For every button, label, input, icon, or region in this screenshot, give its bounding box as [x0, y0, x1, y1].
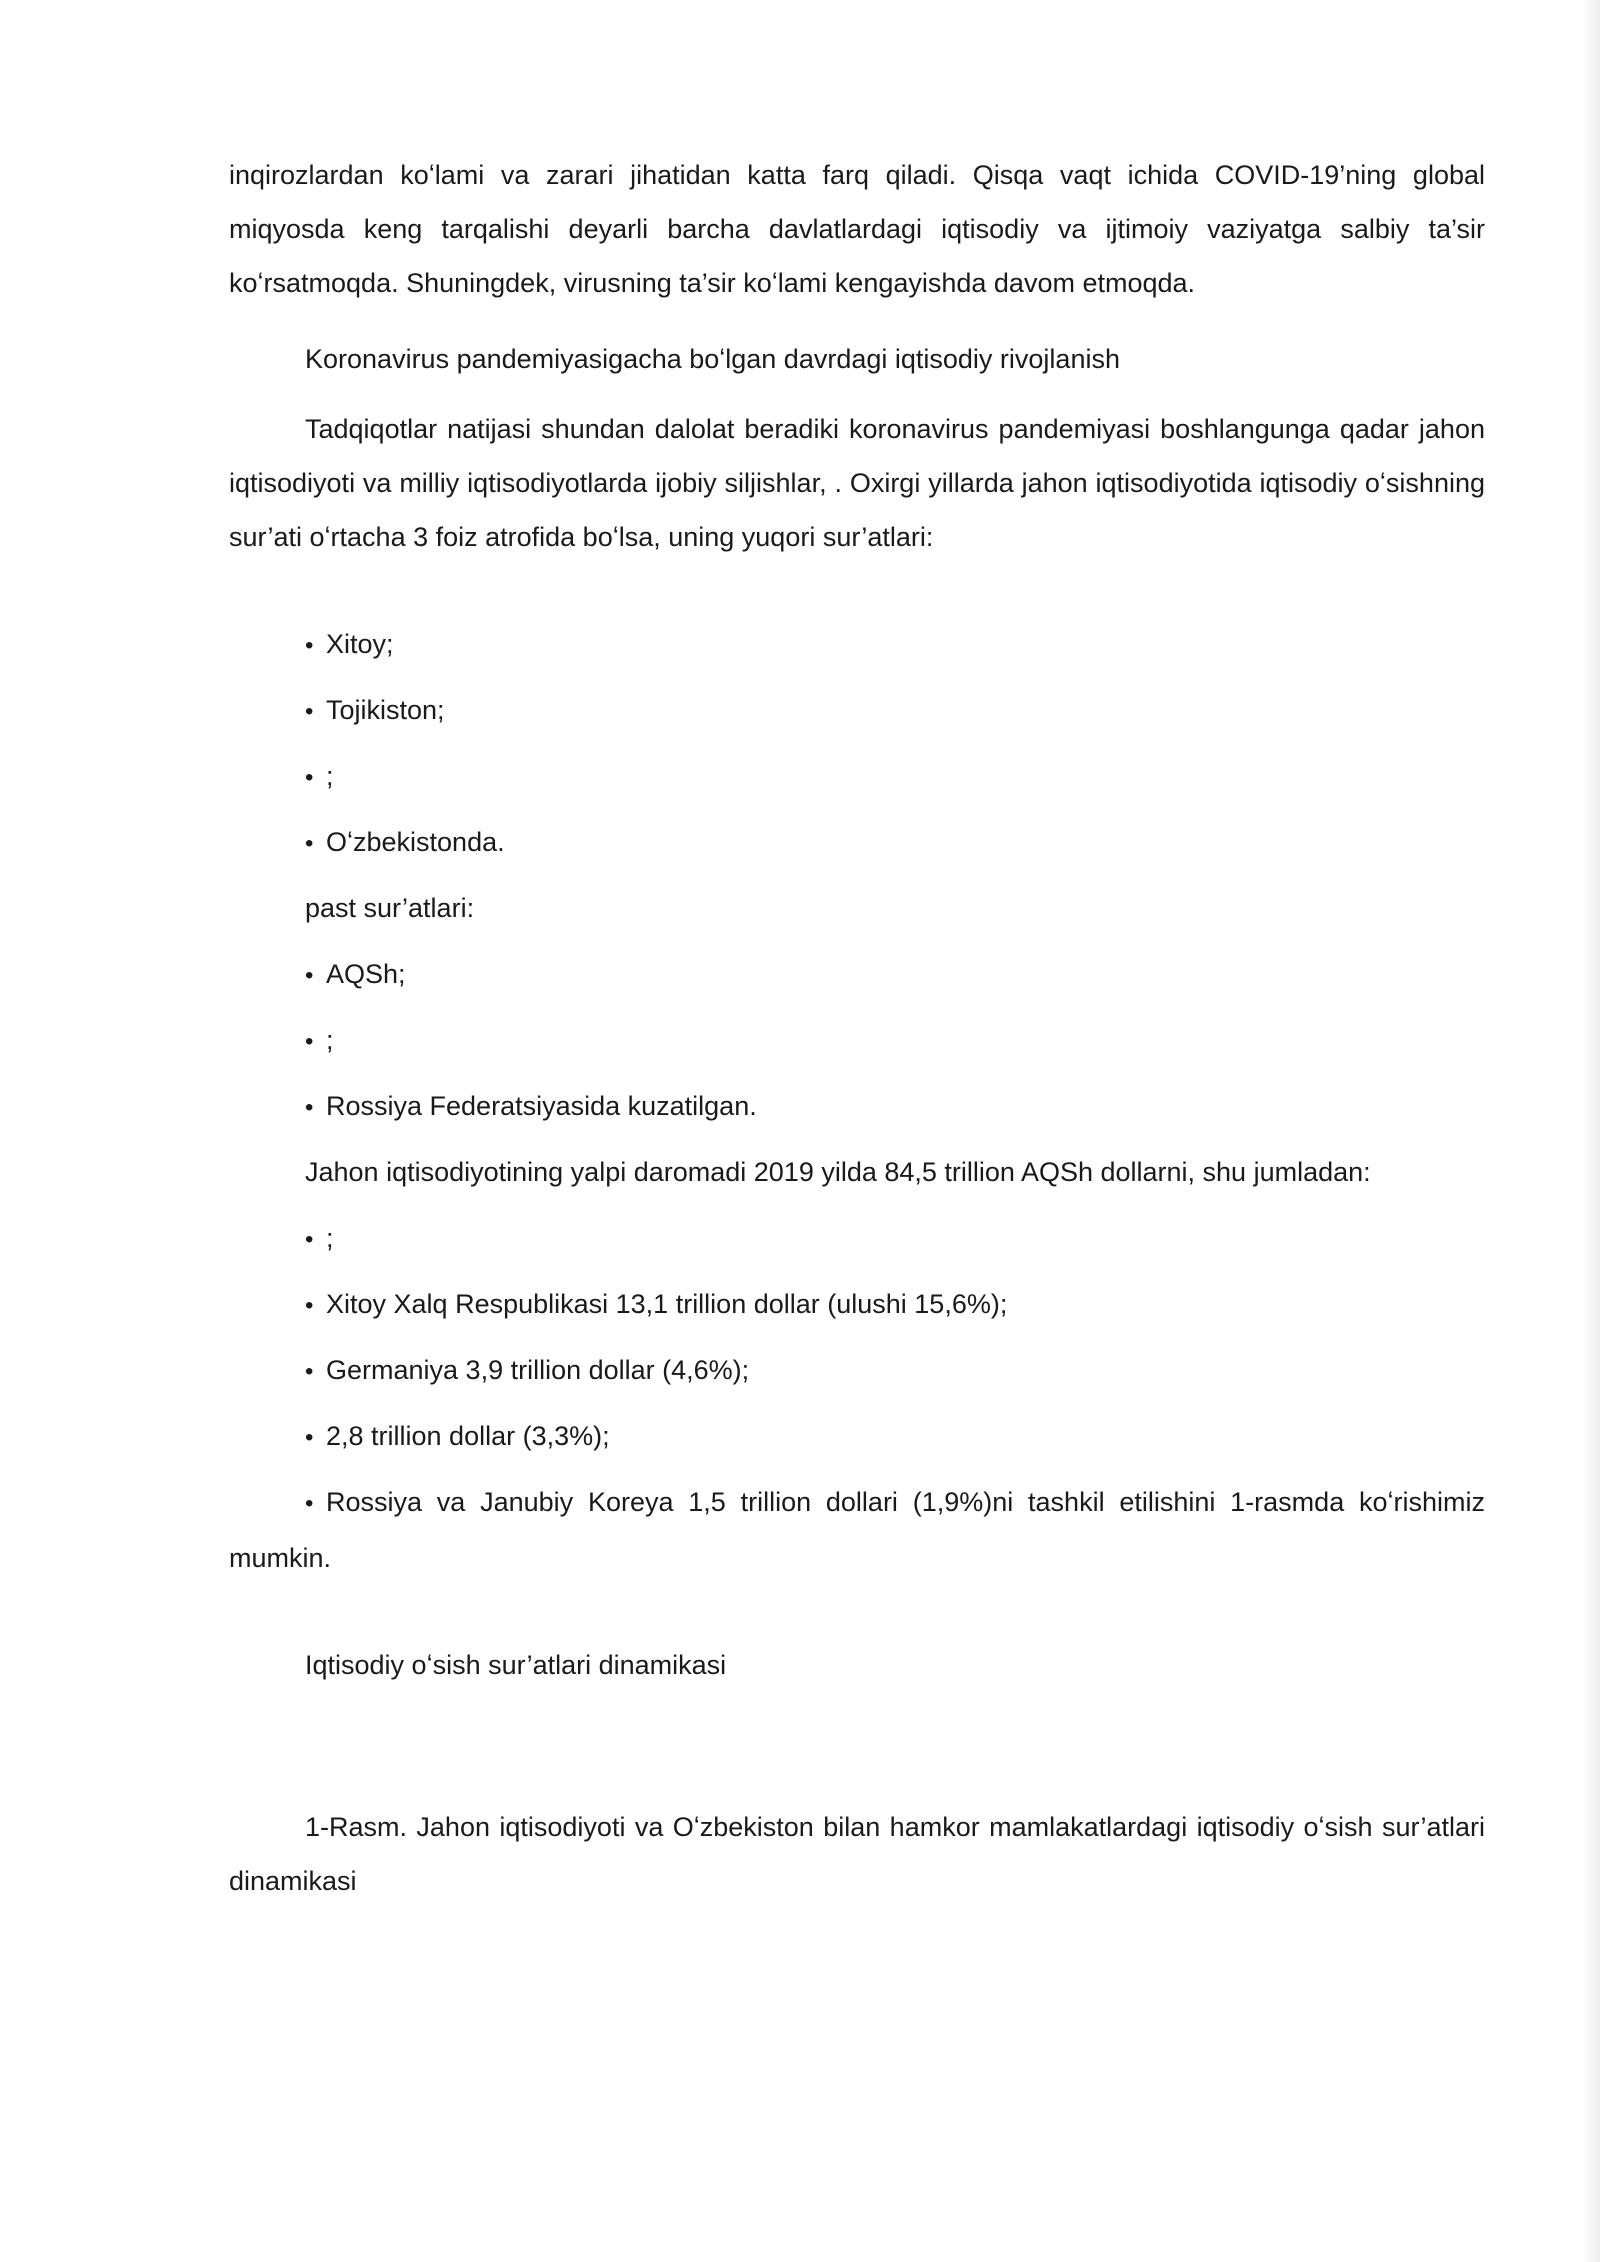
list-item-gdp: [229, 1409, 1485, 1463]
list-item-high-rate: [229, 617, 1485, 671]
list-item-text: ;: [326, 1025, 334, 1055]
bullet-icon: •: [305, 1358, 314, 1385]
list-item-text: Xitoy Xalq Respublikasi 13,1 trillion dollar (ulushi 15,6%);: [326, 1289, 1008, 1319]
bullet-icon: •: [305, 1292, 314, 1319]
bullet-icon: •: [305, 698, 314, 725]
list-item-low-rate: [229, 947, 1485, 1001]
list-item-text: Rossiya Federatsiyasida kuzatilgan.: [326, 1091, 757, 1121]
research-paragraph: Tadqiqotlar natijasi shundan dalolat beradiki koronavirus pandemiyasi boshlangunga qadar jahon iqtisodiyoti va milliy iqtisodiyotlarda ijobiy siljishlar, . Oxirgi yillarda jahon iqtisodiyotida iqtisodiy oʻsishning sur’ati oʻrtacha 3 foiz atrofida boʻlsa, uning yuqori sur’atlari:: [229, 414, 1485, 552]
bullet-icon: •: [305, 962, 314, 989]
list-item-text: ;: [326, 761, 334, 791]
section-heading-growth-dynamics: Iqtisodiy oʻsish sur’atlari dinamikasi: [305, 1650, 727, 1680]
bullet-icon: •: [305, 632, 314, 659]
bullet-icon: •: [305, 1094, 314, 1121]
bullet-icon: •: [305, 1028, 314, 1055]
list-item-high-rate: [229, 683, 1485, 737]
bullet-icon: •: [305, 1226, 314, 1253]
list-item-gdp-last: [229, 1475, 1485, 1585]
bullet-icon: •: [305, 1424, 314, 1451]
list-item-gdp: [229, 1277, 1485, 1331]
low-rates-label: past sur’atlari:: [305, 893, 475, 923]
list-item-low-rate: [229, 1013, 1485, 1067]
list-item-text: 2,8 trillion dollar (3,3%);: [326, 1421, 610, 1451]
bullet-icon: •: [305, 830, 314, 857]
page-edge-shadow: [1582, 0, 1600, 2262]
bullet-icon: •: [305, 1490, 314, 1517]
list-item-gdp: [229, 1343, 1485, 1397]
gdp-intro: Jahon iqtisodiyotining yalpi daromadi 2019 yilda 84,5 trillion AQSh dollarni, shu jumladan:: [305, 1157, 1371, 1187]
intro-paragraph: inqirozlardan koʻlami va zarari jihatidan katta farq qiladi. Qisqa vaqt ichida COVID-19’ning global miqyosda keng tarqalishi deyarli barcha davlatlardagi iqtisodiy va ijtimoiy vaziyatga salbiy ta’sir koʻrsatmoqda. Shuningdek, virusning ta’sir koʻlami kengayishda davom etmoqda.: [229, 160, 1485, 298]
list-item-text: Oʻzbekistonda.: [326, 827, 505, 857]
list-item-low-rate: [229, 1079, 1485, 1133]
section-heading-pre-pandemic: Koronavirus pandemiyasigacha boʻlgan davrdagi iqtisodiy rivojlanish: [305, 344, 1120, 374]
list-item-text: Xitoy;: [326, 629, 394, 659]
figure-caption: 1-Rasm. Jahon iqtisodiyoti va Oʻzbekiston bilan hamkor mamlakatlardagi iqtisodiy oʻsish sur’atlari dinamikasi: [229, 1812, 1485, 1896]
list-item-high-rate: [229, 815, 1485, 869]
list-item-text: AQSh;: [326, 959, 406, 989]
list-item-text: Tojikiston;: [326, 695, 445, 725]
bullet-icon: •: [305, 764, 314, 791]
list-item-text: ;: [326, 1223, 334, 1253]
list-item-gdp: [229, 1211, 1485, 1265]
list-item-text: Rossiya va Janubiy Koreya 1,5 trillion dollari (1,9%)ni tashkil etilishini 1-rasmda koʻrishimiz mumkin.: [229, 1487, 1485, 1573]
list-item-high-rate: [229, 749, 1485, 803]
list-item-text: Germaniya 3,9 trillion dollar (4,6%);: [326, 1355, 750, 1385]
document-body: [229, 148, 1485, 1908]
